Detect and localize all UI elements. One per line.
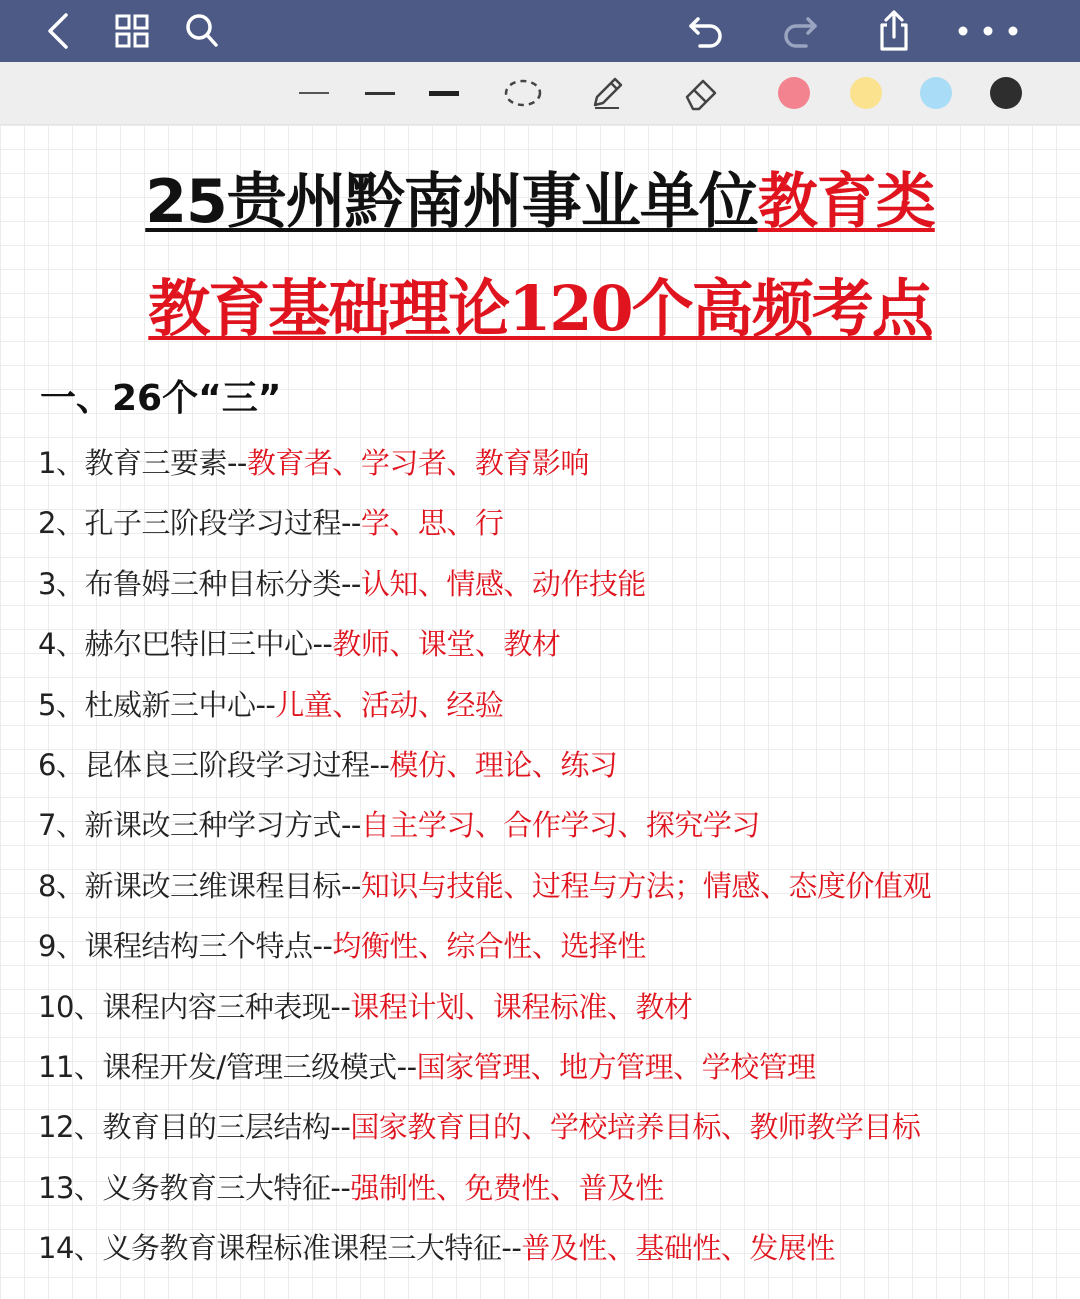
search-button[interactable] [178, 0, 226, 62]
item-number: 1、 [38, 446, 85, 480]
item-question: 昆体良三阶段学习过程-- [84, 747, 390, 782]
color-yellow-button[interactable] [846, 62, 886, 124]
list-item [38, 622, 1078, 682]
item-number: 11、 [38, 1049, 103, 1084]
list-item [38, 743, 1078, 803]
redo-button[interactable] [776, 0, 824, 62]
redo-icon [780, 11, 820, 51]
item-question: 新课改三种学习方式-- [84, 808, 361, 843]
list-item [38, 1105, 1078, 1165]
pencil-icon [587, 73, 627, 113]
undo-icon [686, 11, 726, 51]
stroke-thick-button[interactable] [426, 62, 462, 124]
page-subtitle: 教育基础理论120个高频考点 [148, 272, 932, 345]
list-item [38, 864, 1078, 924]
item-number: 4、 [38, 627, 85, 662]
item-question: 课程开发/管理三级模式-- [102, 1049, 417, 1084]
item-answer: 教师、课堂、教材 [332, 627, 561, 662]
item-question: 新课改三维课程目标-- [84, 868, 361, 903]
item-question: 教育目的三层结构-- [102, 1110, 351, 1145]
item-answer: 国家教育目的、学校培养目标、教师教学目标 [350, 1110, 921, 1145]
item-number: 3、 [38, 566, 85, 601]
item-number: 8、 [38, 868, 85, 903]
stroke-thin-button[interactable] [296, 62, 332, 124]
list-item [38, 803, 1078, 863]
pen-tool-button[interactable] [584, 62, 630, 124]
list-item [38, 985, 1078, 1045]
color-blue-button[interactable] [916, 62, 956, 124]
color-pink-button[interactable] [774, 62, 814, 124]
grid-view-button[interactable] [108, 0, 156, 62]
list-item [38, 1166, 1078, 1226]
list-item [38, 1045, 1078, 1105]
color-swatch [920, 77, 952, 109]
item-question: 义务教育三大特征-- [102, 1170, 351, 1205]
more-options-button[interactable] [948, 0, 1028, 62]
item-question: 布鲁姆三种目标分类-- [84, 566, 361, 601]
medium-line-icon [365, 92, 395, 95]
list-item [38, 562, 1078, 622]
color-swatch [778, 77, 810, 109]
lasso-icon [503, 77, 543, 109]
thick-line-icon [429, 91, 459, 96]
item-number: 6、 [38, 747, 85, 782]
search-icon [184, 12, 220, 50]
item-answer: 知识与技能、过程与方法；情感、态度价值观 [360, 868, 931, 903]
item-answer: 教育者、学习者、教育影响 [246, 446, 589, 480]
item-answer: 认知、情感、动作技能 [360, 566, 646, 601]
back-button[interactable] [36, 0, 80, 62]
list-item [38, 924, 1078, 984]
list-item [38, 1226, 1078, 1286]
section-heading: 一、26个“三” [40, 378, 282, 419]
item-number: 5、 [38, 687, 85, 722]
item-question: 教育三要素-- [84, 446, 247, 480]
thin-line-icon [299, 92, 329, 94]
item-answer: 强制性、免费性、普及性 [350, 1170, 664, 1205]
top-navigation-bar [0, 0, 1080, 62]
list-item [38, 683, 1078, 743]
eraser-tool-button[interactable] [676, 62, 726, 124]
item-answer: 国家管理、地方管理、学校管理 [416, 1049, 816, 1084]
title-red-part: 教育类 [757, 167, 935, 237]
item-number: 10、 [38, 989, 103, 1024]
item-answer: 儿童、活动、经验 [275, 687, 504, 722]
item-answer: 普及性、基础性、发展性 [521, 1231, 835, 1266]
more-dots-icon [953, 25, 1023, 37]
color-swatch [850, 77, 882, 109]
item-answer: 学、思、行 [360, 506, 504, 541]
grid-icon [114, 13, 150, 49]
share-icon [874, 9, 914, 53]
item-question: 课程内容三种表现-- [102, 989, 351, 1024]
color-swatch [990, 77, 1022, 109]
stroke-medium-button[interactable] [362, 62, 398, 124]
share-button[interactable] [870, 0, 918, 62]
item-answer: 均衡性、综合性、选择性 [332, 929, 646, 964]
point-list [38, 441, 1078, 1286]
item-question: 赫尔巴特旧三中心-- [84, 627, 333, 662]
chevron-left-icon [44, 11, 72, 51]
drawing-toolbar [0, 62, 1080, 125]
item-number: 14、 [38, 1231, 103, 1266]
item-question: 杜威新三中心-- [84, 687, 276, 722]
item-number: 12、 [38, 1110, 103, 1145]
list-item [38, 501, 1078, 561]
item-question: 课程结构三个特点-- [84, 929, 333, 964]
title-black-part: 25贵州黔南州事业单位 [145, 167, 758, 237]
undo-button[interactable] [682, 0, 730, 62]
item-answer: 自主学习、合作学习、探究学习 [360, 808, 760, 843]
item-number: 9、 [38, 929, 85, 964]
page-title [0, 167, 1080, 237]
item-question: 孔子三阶段学习过程-- [84, 506, 361, 541]
item-answer: 课程计划、课程标准、教材 [350, 989, 693, 1024]
item-question: 义务教育课程标准课程三大特征-- [102, 1231, 522, 1266]
note-page[interactable] [0, 125, 1080, 1299]
item-answer: 模仿、理论、练习 [389, 747, 618, 782]
lasso-select-button[interactable] [500, 62, 546, 124]
list-item [38, 441, 1078, 501]
item-number: 2、 [38, 506, 85, 541]
color-black-button[interactable] [986, 62, 1026, 124]
item-number: 13、 [38, 1170, 103, 1205]
item-number: 7、 [38, 808, 85, 843]
eraser-icon [681, 73, 721, 113]
